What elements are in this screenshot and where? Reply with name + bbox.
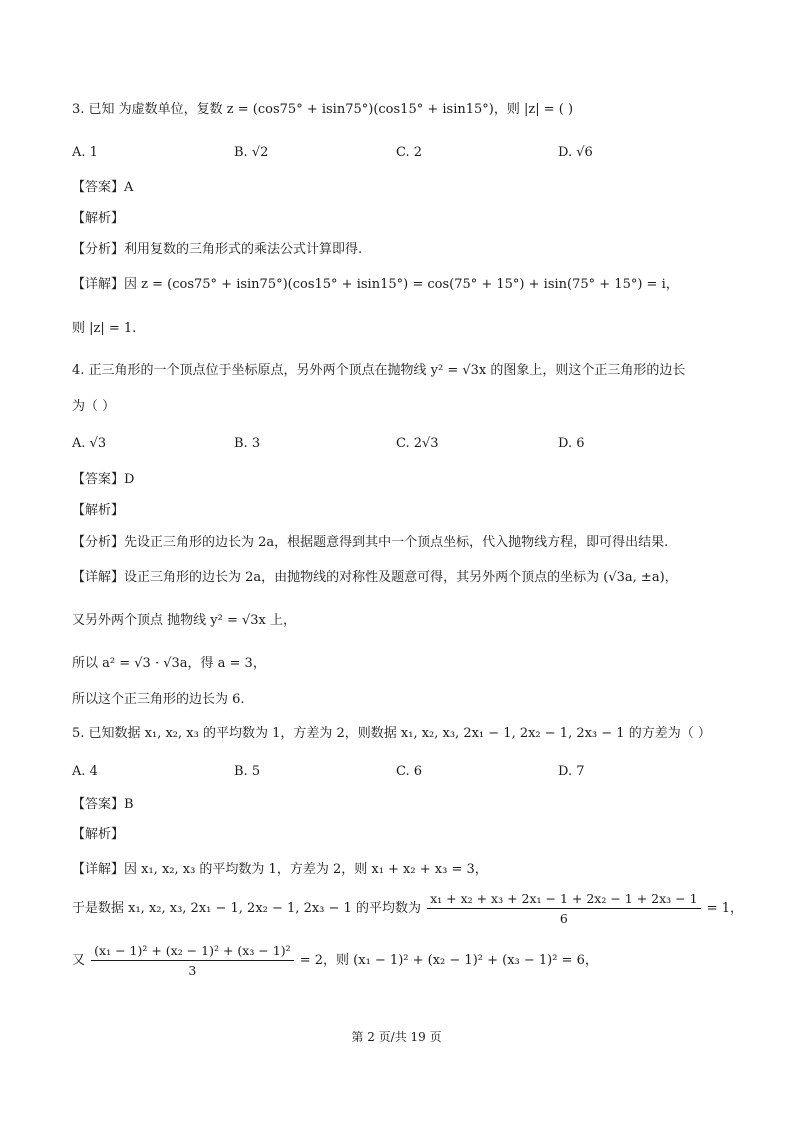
q3-stem: 3. 已知 为虚数单位，复数 z = (cos75° + isin75°)(cos15° + isin15°)，则 |z| = ( ) [72, 102, 574, 117]
q5-mean-line [72, 890, 743, 928]
q5-mean-fraction [427, 890, 700, 927]
q4-option-c: C. 2√3 [396, 436, 439, 451]
q5-mean-numerator: x₁ + x₂ + x₃ + 2x₁ − 1 + 2x₂ − 1 + 2x₃ − 1 [427, 890, 700, 909]
q5-answer: 【答案】B [72, 797, 134, 812]
q5-variance-suffix: = 2，则 (x₁ − 1)² + (x₂ − 1)² + (x₃ − 1)² = 6， [299, 953, 598, 968]
q5-variance-fraction [91, 942, 293, 979]
q4-option-b: B. 3 [234, 436, 261, 451]
q3-option-b: B. √2 [234, 145, 269, 160]
q5-option-a: A. 4 [72, 764, 98, 779]
q3-option-d: D. √6 [558, 145, 593, 160]
q4-fenxi: 【分析】先设正三角形的边长为 2a，根据题意得到其中一个顶点坐标，代入抛物线方程，即可得出结果. [72, 535, 669, 550]
q5-variance-line [72, 942, 598, 980]
q3-option-c: C. 2 [396, 145, 423, 160]
q3-xiangjie: 【详解】因 z = (cos75° + isin75°)(cos15° + isin15°) = cos(75° + 15°) + isin(75° + 15°) = i， [72, 277, 679, 292]
q5-option-d: D. 7 [558, 764, 585, 779]
q3-option-a: A. 1 [72, 145, 98, 160]
q4-option-d: D. 6 [558, 436, 585, 451]
q4-line2: 又另外两个顶点 抛物线 y² = √3x 上， [72, 613, 296, 628]
q4-stem-line2: 为（ ） [72, 399, 116, 414]
q5-variance-numerator: (x₁ − 1)² + (x₂ − 1)² + (x₃ − 1)² [91, 942, 293, 961]
q4-analysis-label: 【解析】 [72, 503, 125, 518]
q5-option-c: C. 6 [396, 764, 423, 779]
q3-answer: 【答案】A [72, 180, 134, 195]
q4-option-a: A. √3 [72, 436, 107, 451]
q3-fenxi: 【分析】利用复数的三角形式的乘法公式计算即得. [72, 242, 363, 257]
q5-option-b: B. 5 [234, 764, 261, 779]
q5-xiangjie: 【详解】因 x₁, x₂, x₃ 的平均数为 1，方差为 2，则 x₁ + x₂ + x₃ = 3， [72, 862, 488, 877]
q4-xiangjie: 【详解】设正三角形的边长为 2a，由抛物线的对称性及题意可得，其另外两个顶点的坐标为 (√3a, ±a)， [72, 570, 678, 585]
q4-line3: 所以 a² = √3 · √3a，得 a = 3， [72, 656, 266, 671]
q3-conclusion: 则 |z| = 1. [72, 321, 137, 336]
q5-mean-prefix: 于是数据 x₁, x₂, x₃, 2x₁ − 1, 2x₂ − 1, 2x₃ − 1 的平均数为 [72, 901, 421, 916]
q5-mean-denominator: 6 [559, 911, 568, 926]
q4-stem-line1: 4. 正三角形的一个顶点位于坐标原点，另外两个顶点在抛物线 y² = √3x 的图象上，则这个正三角形的边长 [72, 363, 686, 378]
q5-stem: 5. 已知数据 x₁, x₂, x₃ 的平均数为 1，方差为 2，则数据 x₁, x₂, x₃, 2x₁ − 1, 2x₂ − 1, 2x₃ − 1 的方差为（ ） [72, 726, 711, 741]
q5-analysis-label: 【解析】 [72, 827, 125, 842]
q5-variance-prefix: 又 [72, 953, 86, 968]
page-footer: 第 2 页/共 19 页 [351, 1030, 442, 1044]
q5-variance-denominator: 3 [188, 963, 197, 978]
q3-analysis-label: 【解析】 [72, 211, 125, 226]
q4-line4: 所以这个正三角形的边长为 6. [72, 692, 245, 707]
q4-answer: 【答案】D [72, 472, 135, 487]
q5-mean-suffix: = 1， [706, 901, 743, 916]
